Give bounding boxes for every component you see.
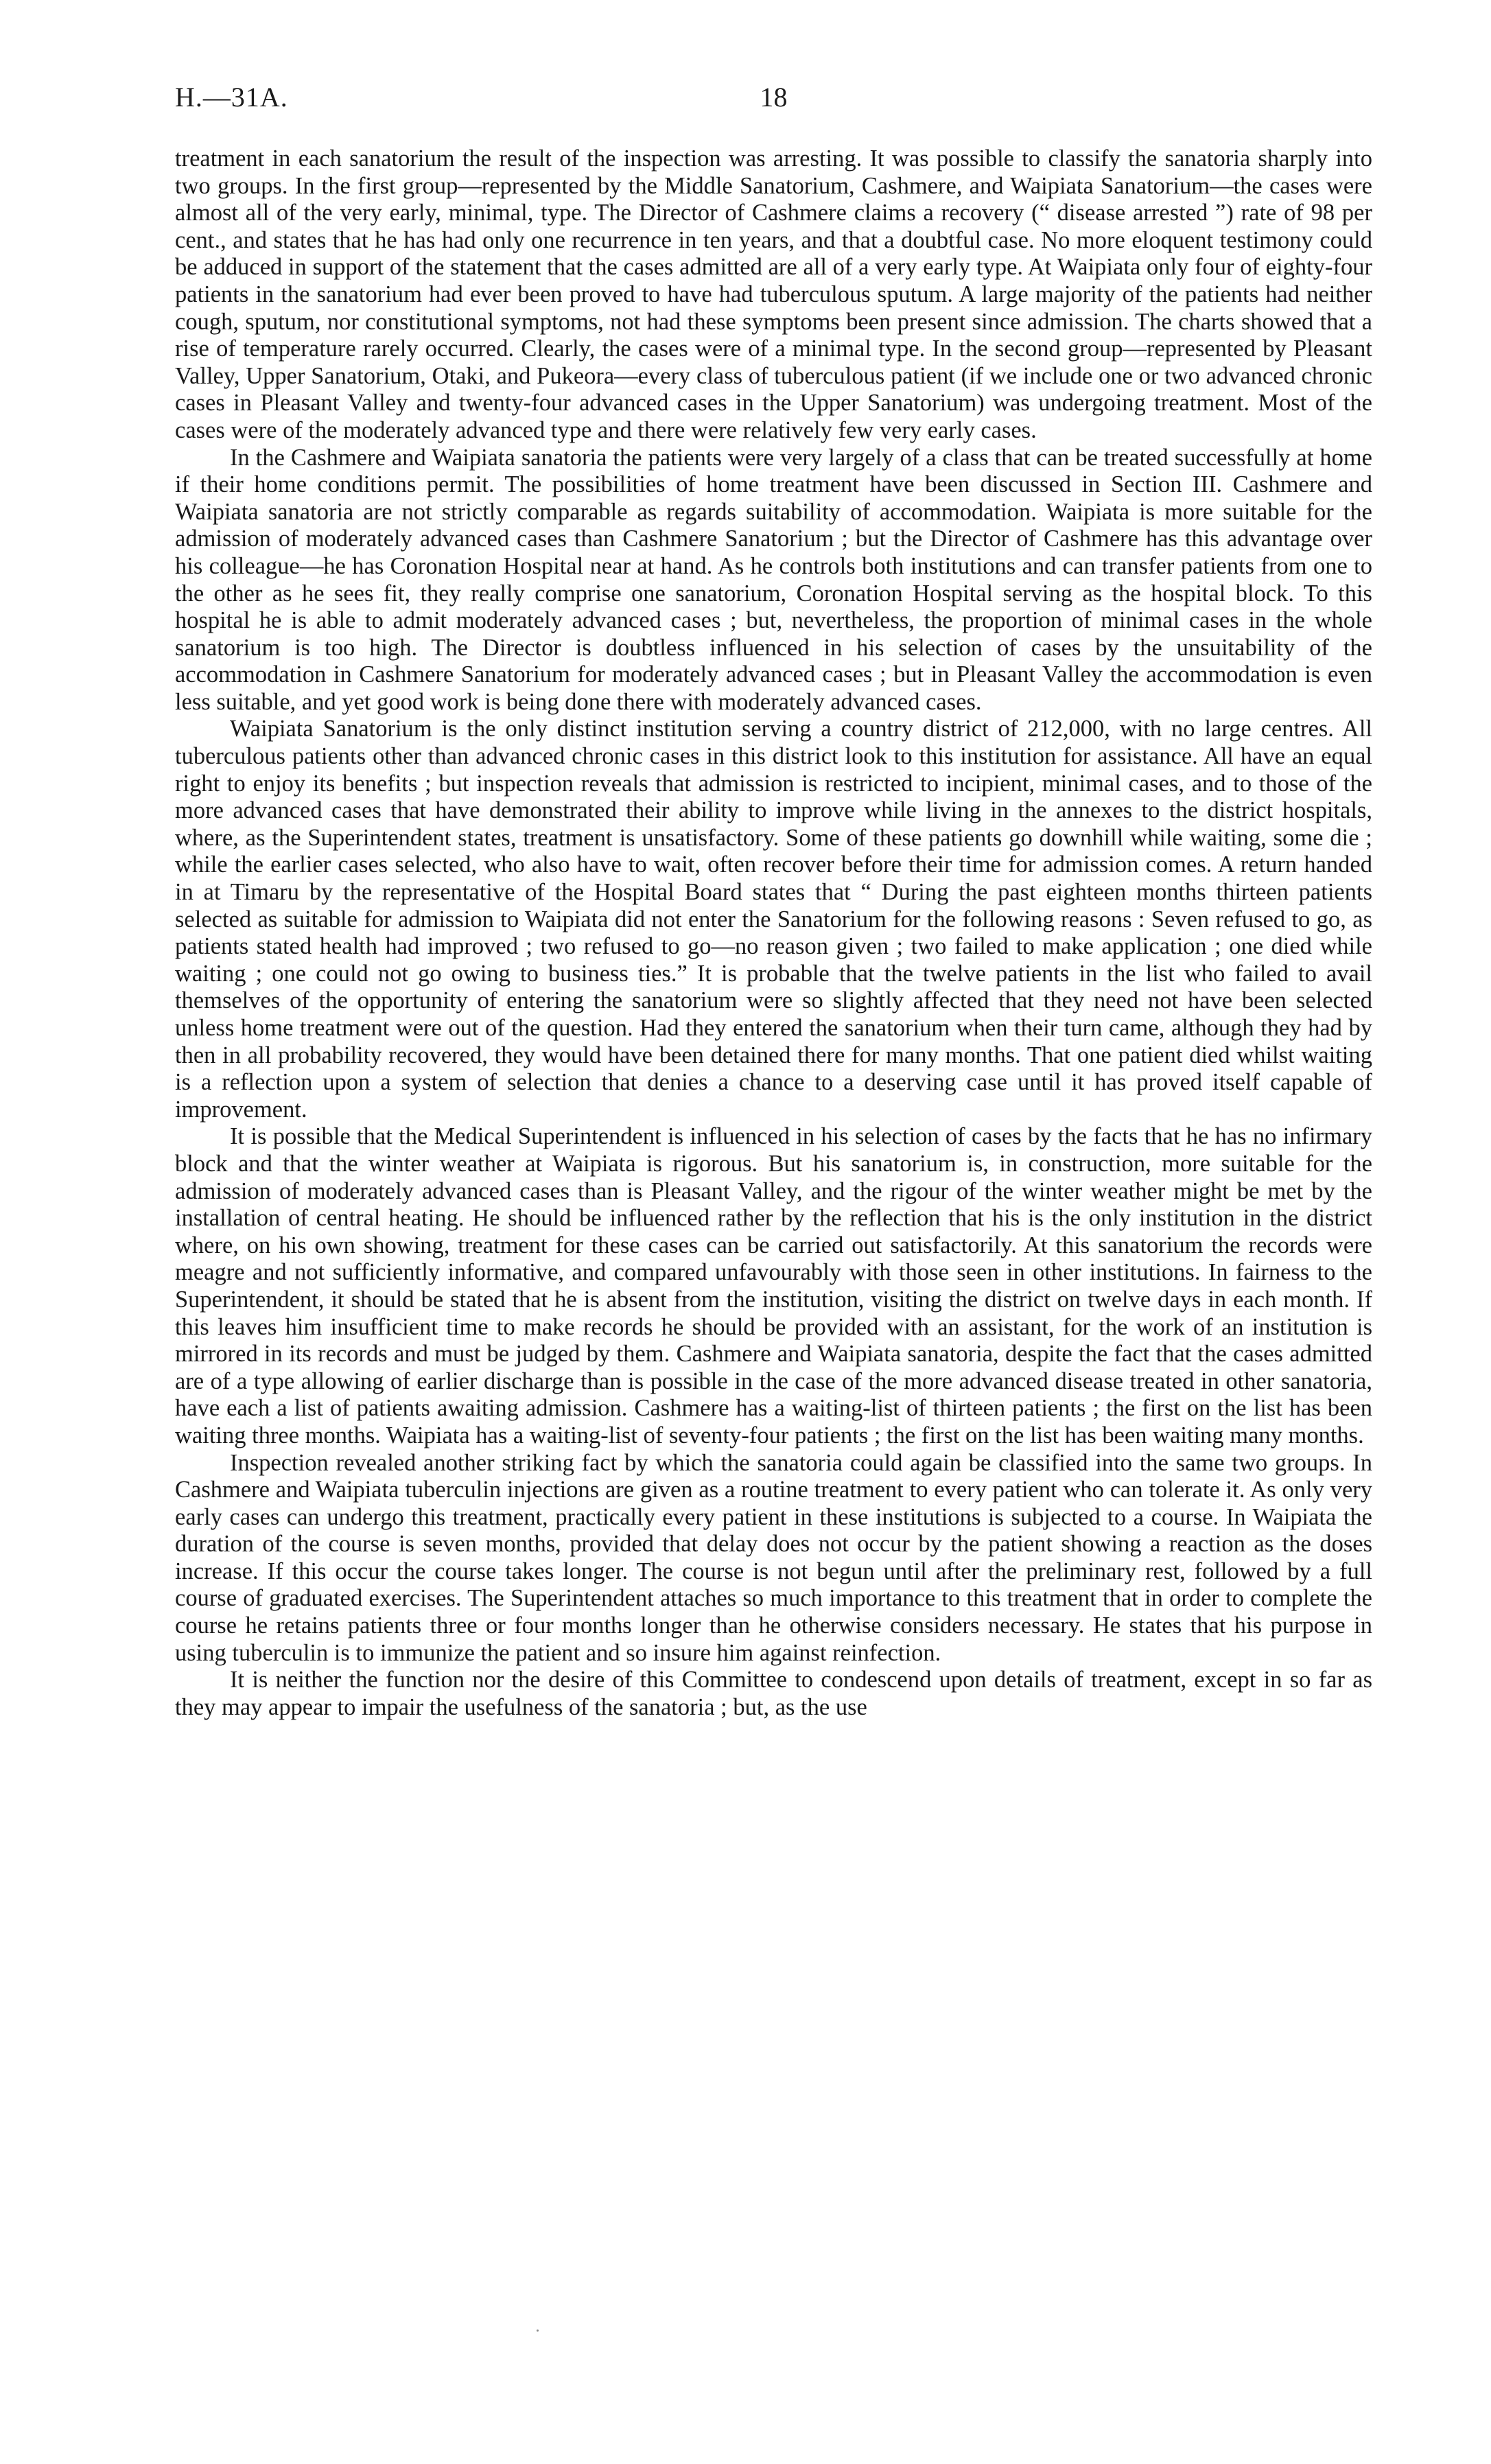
paragraph-2: In the Cashmere and Waipiata sanatoria the patients were very largely of a class that can be treated successfully at home if their home conditions permit. The possibilities of home treatment have been discussed in Section III. Cashmere and Waipiata sanatoria are not strictly comparable as regards suitability of accommodation. Waipiata is more suitable for the admission of moderately advanced cases than Cashmere Sanatorium ; but the Director of Cashmere has this advantage over his colleague—he has Coronation Hospital near at hand. As he controls both institutions and can transfer patients from one to the other as he sees fit, they really comprise one sanatorium, Coronation Hospital serving as the hospital block. To this hospital he is able to admit moderately advanced cases ; but, nevertheless, the proportion of minimal cases in the whole sanatorium is too high. The Director is doubtless influenced in his selection of cases by the unsuitability of the accommodation in Cashmere Sanatorium for moderately advanced cases ; but in Pleasant Valley the accommodation is even less suitable, and yet good work is being done there with moderately advanced cases. <box>175 444 1372 715</box>
document-reference: H.—31A. <box>175 82 288 113</box>
page-header <box>175 81 1372 122</box>
paragraph-6: It is neither the function nor the desire of this Committee to condescend upon details of treatment, except in so far as they may appear to impair the usefulness of the sanatoria ; but, as the use <box>175 1667 1372 1720</box>
paragraph-3: Waipiata Sanatorium is the only distinct institution serving a country district of 212,000, with no large centres. All tuberculous patients other than advanced chronic cases in this district look to this institution for assistance. All have an equal right to enjoy its benefits ; but inspection reveals that admission is restricted to incipient, minimal cases, and to those of the more advanced cases that have demonstrated their ability to improve while living in the annexes to the district hospitals, where, as the Superintendent states, treatment is unsatisfactory. Some of these patients go downhill while waiting, some die ; while the earlier cases selected, who also have to wait, often recover before their time for admission comes. A return handed in at Timaru by the representative of the Hospital Board states that “ During the past eighteen months thirteen patients selected as suitable for admission to Waipiata did not enter the Sanatorium for the following reasons : Seven refused to go, as patients stated health had improved ; two refused to go—no reason given ; two failed to make application ; one died while waiting ; one could not go owing to business ties.” It is probable that the twelve patients in the list who failed to avail themselves of the opportunity of entering the sanatorium were so slightly affected that they need not have been selected unless home treatment were out of the question. Had they entered the sanatorium when their turn came, although they had by then in all probability recovered, they would have been detained there for many months. That one patient died whilst waiting is a reflection upon a system of selection that denies a chance to a deserving case until it has proved itself capable of improvement. <box>175 716 1372 1123</box>
body-text <box>175 145 1372 1721</box>
page-number: 18 <box>760 82 788 113</box>
paragraph-5: Inspection revealed another striking fact by which the sanatoria could again be classified into the same two groups. In Cashmere and Waipiata tuberculin injections are given as a routine treatment to every patient who can tolerate it. As only very early cases can undergo this treatment, practically every patient in these institutions is subjected to a course. In Waipiata the duration of the course is seven months, provided that delay does not occur by the patient showing a reaction as the doses increase. If this occur the course takes longer. The course is not begun until after the preliminary rest, followed by a full course of graduated exercises. The Superintendent attaches so much importance to this treatment that in order to complete the course he retains patients three or four months longer than he otherwise considers necessary. He states that his purpose in using tuberculin is to immunize the patient and so insure him against reinfection. <box>175 1449 1372 1666</box>
print-speck <box>537 2330 539 2332</box>
paragraph-4: It is possible that the Medical Superintendent is influenced in his selection of cases by the facts that he has no infirmary block and that the winter weather at Waipiata is rigorous. But his sanatorium is, in construction, more suitable for the admission of moderately advanced cases than is Pleasant Valley, and the rigour of the winter weather might be met by the installation of central heating. He should be influenced rather by the reflection that his is the only institution in the district where, on his own showing, treatment for these cases can be carried out satisfactorily. At this sanatorium the records were meagre and not sufficiently informative, and compared unfavourably with those seen in other institutions. In fairness to the Superintendent, it should be stated that he is absent from the institution, visiting the district on twelve days in each month. If this leaves him insufficient time to make records he should be provided with an assistant, for the work of an institution is mirrored in its records and must be judged by them. Cashmere and Waipiata sanatoria, despite the fact that the cases admitted are of a type allowing of earlier discharge than is possible in the case of the more advanced disease treated in other sanatoria, have each a list of patients awaiting admission. Cashmere has a waiting-list of thirteen patients ; the first on the list has been waiting three months. Waipiata has a waiting-list of seventy-four patients ; the first on the list has been waiting many months. <box>175 1123 1372 1448</box>
paragraph-1: treatment in each sanatorium the result of the inspection was arresting. It was possible to classify the sanatoria sharply into two groups. In the first group—represented by the Middle Sanatorium, Cashmere, and Waipiata Sanatorium—the cases were almost all of the very early, minimal, type. The Director of Cashmere claims a recovery (“ disease arrested ”) rate of 98 per cent., and states that he has had only one recurrence in ten years, and that a doubtful case. No more eloquent testimony could be adduced in support of the statement that the cases admitted are all of a very early type. At Waipiata only four of eighty-four patients in the sanatorium had ever been proved to have had tuberculous sputum. A large majority of the patients had neither cough, sputum, nor constitutional symptoms, not had these symptoms been present since admission. The charts showed that a rise of temperature rarely occurred. Clearly, the cases were of a minimal type. In the second group—represented by Pleasant Valley, Upper Sanatorium, Otaki, and Pukeora—every class of tuberculous patient (if we include one or two advanced chronic cases in Pleasant Valley and twenty-four advanced cases in the Upper Sanatorium) was undergoing treatment. Most of the cases were of the moderately advanced type and there were relatively few very early cases. <box>175 145 1372 443</box>
